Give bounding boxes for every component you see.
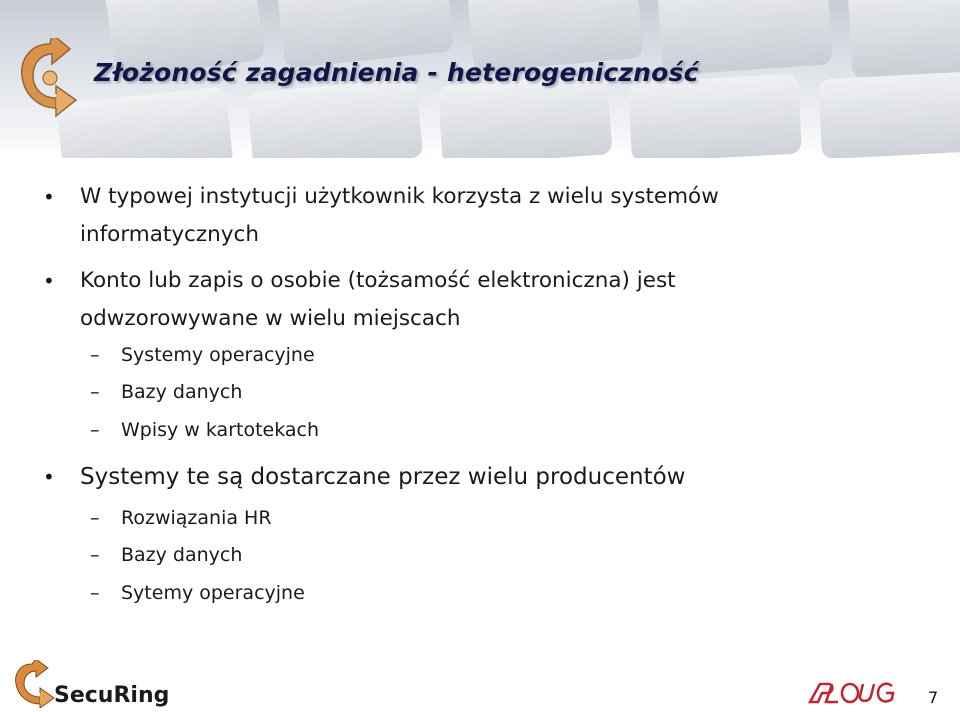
sub-bullet-item [90, 581, 305, 605]
sub-bullet-text: Bazy danych [121, 544, 243, 566]
bullet-dot: • [43, 269, 55, 293]
bullet-text-line: Konto lub zapis o osobie (tożsamość elektroniczna) jest [80, 268, 676, 293]
svg-text:SecuRing: SecuRing [54, 683, 170, 708]
page-number: 7 [928, 688, 939, 707]
sub-bullet-dash: – [90, 381, 100, 403]
bullet-text-line: W typowej instytucji użytkownik korzysta z wielu systemów [80, 184, 719, 209]
securing-logo [10, 660, 200, 712]
circular-arrow-icon [14, 38, 86, 118]
sub-bullet-text: Systemy operacyjne [121, 344, 315, 366]
slide-title: Złożoność zagadnienia - heterogeniczność [94, 58, 699, 87]
sub-bullet-text: Bazy danych [121, 381, 243, 403]
ploug-logo-icon [806, 680, 898, 708]
securing-logo-icon [10, 660, 200, 708]
sub-bullet-text: Wpisy w kartotekach [121, 419, 320, 441]
bullet-item [43, 178, 900, 254]
bullet-text-line: Systemy te są dostarczane przez wielu producentów [80, 464, 686, 490]
bullet-dot: • [43, 465, 55, 489]
sub-bullet-dash: – [90, 344, 100, 366]
sub-bullet-dash: – [90, 419, 100, 441]
sub-bullet-text: Rozwiązania HR [121, 507, 272, 529]
sub-bullet-text: Sytemy operacyjne [121, 582, 305, 604]
bullet-dot: • [43, 185, 55, 209]
sub-bullet-item [90, 380, 243, 404]
sub-bullet-dash: – [90, 582, 100, 604]
sub-bullet-dash: – [90, 544, 100, 566]
sub-bullet-item [90, 418, 320, 442]
ploug-logo [806, 680, 898, 712]
bullet-text-line: informatycznych [80, 222, 259, 247]
sub-bullet-item [90, 343, 315, 367]
bullet-item [43, 262, 900, 338]
bullet-item [43, 458, 900, 496]
sub-bullet-dash: – [90, 507, 100, 529]
sub-bullet-item [90, 506, 272, 530]
bullet-text-line: odwzorowywane w wielu miejscach [80, 306, 461, 331]
sub-bullet-item [90, 543, 243, 567]
